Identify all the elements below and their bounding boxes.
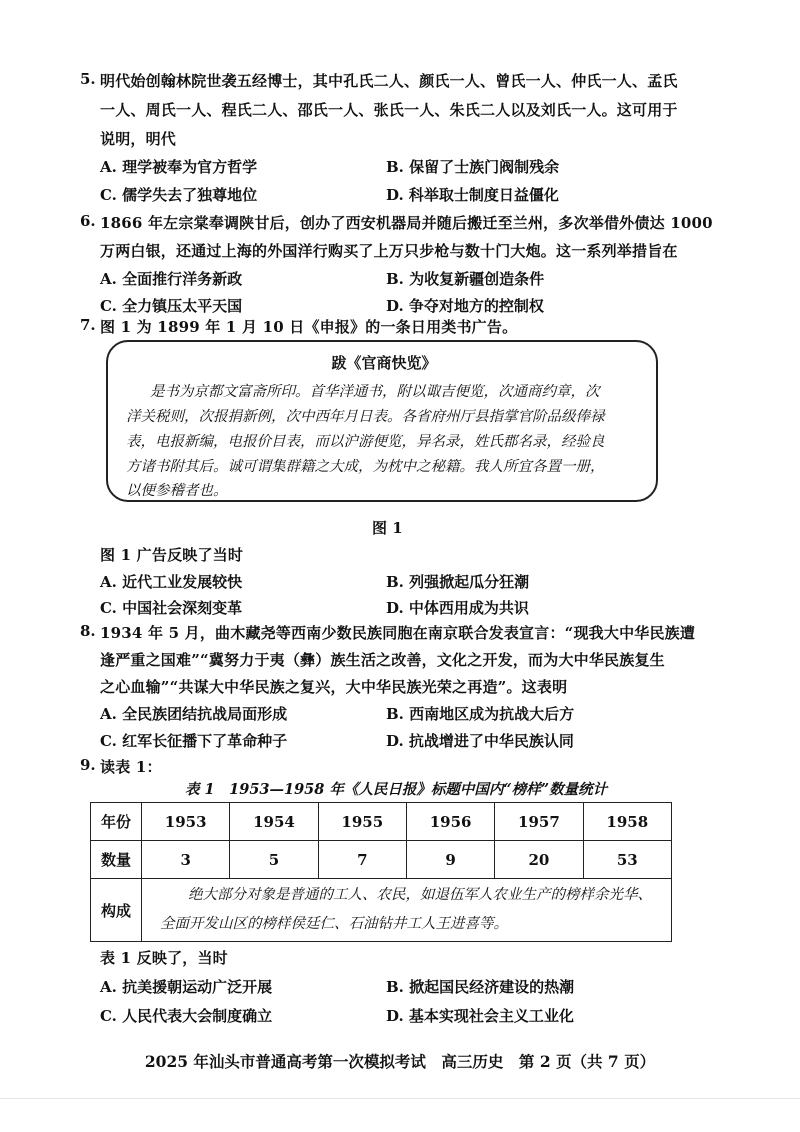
option-a: A. 全民族团结抗战局面形成 xyxy=(100,705,288,723)
advertisement-line: 是书为京都文富斋所印。首华洋通书，附以诹吉便览，次通商约章，次 xyxy=(150,384,600,400)
table-cell-year: 1953 xyxy=(142,803,230,841)
option-d: D. 抗战增进了中华民族认同 xyxy=(386,732,574,750)
option-c: C. 人民代表大会制度确立 xyxy=(100,1007,273,1025)
table-cell-count: 9 xyxy=(406,841,494,879)
option-a: A. 全面推行洋务新政 xyxy=(100,270,243,288)
question-number: 8. xyxy=(80,622,96,640)
option-d: D. 科举取士制度日益僵化 xyxy=(386,186,559,204)
question-text-line: 之心血输”“共谋大中华民族之复兴，大中华民族光荣之再造”。这表明 xyxy=(100,678,568,696)
advertisement-line: 洋关税则，次报捐新例，次中西年月日表。各省府州厅县指掌官阶品级俸禄 xyxy=(126,409,605,425)
composition-line: 全面开发山区的榜样侯廷仁、石油钻井工人王进喜等。 xyxy=(160,916,508,932)
option-c: C. 红军长征播下了革命种子 xyxy=(100,732,288,750)
table-title: 表 1 1953—1958 年《人民日报》标题中国内“榜样”数量统计 xyxy=(185,781,608,798)
footer-divider xyxy=(0,1098,800,1099)
table-cell-count: 7 xyxy=(318,841,406,879)
option-c: C. 儒学失去了独尊地位 xyxy=(100,186,258,204)
option-b: B. 西南地区成为抗战大后方 xyxy=(386,705,575,723)
advertisement-line: 以便参稽者也。 xyxy=(126,483,228,499)
statistics-table xyxy=(90,802,672,942)
page-footer: 2025 年汕头市普通高考第一次模拟考试 高三历史 第 2 页（共 7 页） xyxy=(144,1052,656,1071)
table-row-counts xyxy=(91,841,672,879)
table-header-count: 数量 xyxy=(91,841,142,879)
option-c: C. 中国社会深刻变革 xyxy=(100,599,243,617)
composition-line: 绝大部分对象是普通的工人、农民，如退伍军人农业生产的榜样余光华、 xyxy=(188,887,652,903)
table-cell-composition xyxy=(142,879,672,942)
option-b: B. 掀起国民经济建设的热潮 xyxy=(386,978,575,996)
table-header-composition: 构成 xyxy=(91,879,142,942)
advertisement-box xyxy=(106,340,658,502)
table-header-year: 年份 xyxy=(91,803,142,841)
option-d: D. 中体西用成为共识 xyxy=(386,599,529,617)
table-row-years xyxy=(91,803,672,841)
option-a: A. 近代工业发展较快 xyxy=(100,573,243,591)
table-cell-year: 1954 xyxy=(230,803,318,841)
question-stem: 图 1 广告反映了当时 xyxy=(100,546,244,564)
option-d: D. 基本实现社会主义工业化 xyxy=(386,1007,574,1025)
table-cell-count: 20 xyxy=(495,841,583,879)
question-text-line: 1866 年左宗棠奉调陕甘后，创办了西安机器局并随后搬迁至兰州，多次举借外债达 1000 xyxy=(100,214,713,232)
table-cell-count: 5 xyxy=(230,841,318,879)
table-row-composition xyxy=(91,879,672,942)
table-cell-year: 1956 xyxy=(406,803,494,841)
question-text-line: 万两白银，还通过上海的外国洋行购买了上万只步枪与数十门大炮。这一系列举措旨在 xyxy=(100,242,678,260)
question-text-line: 图 1 为 1899 年 1 月 10 日《申报》的一条日用类书广告。 xyxy=(100,318,518,336)
figure-caption: 图 1 xyxy=(372,519,403,537)
option-b: B. 保留了士族门阀制残余 xyxy=(386,158,560,176)
question-number: 9. xyxy=(80,756,96,774)
question-stem: 表 1 反映了，当时 xyxy=(100,949,228,967)
question-text-line: 1934 年 5 月，曲木藏尧等西南少数民族同胞在南京联合发表宣言：“现我大中华民族遭 xyxy=(100,624,696,642)
advertisement-line: 表，电报新编，电报价目表，而以沪游便览，异名录，姓氏郡名录，经验良 xyxy=(126,434,605,450)
question-text-line: 明代始创翰林院世袭五经博士，其中孔氏二人、颜氏一人、曾氏一人、仲氏一人、孟氏 xyxy=(100,72,678,90)
option-c: C. 全力镇压太平天国 xyxy=(100,297,243,315)
advertisement-line: 方诸书附其后。诚可谓集群籍之大成，为枕中之秘籍。我人所宜各置一册， xyxy=(126,459,605,475)
question-number: 7. xyxy=(80,316,96,334)
table-cell-year: 1955 xyxy=(318,803,406,841)
question-text-line: 读表 1： xyxy=(100,758,162,776)
table-cell-count: 3 xyxy=(142,841,230,879)
question-number: 5. xyxy=(80,70,96,88)
question-text-line: 逢严重之国难”“冀努力于夷（彝）族生活之改善，文化之开发，而为大中华民族复生 xyxy=(100,651,665,669)
option-b: B. 为收复新疆创造条件 xyxy=(386,270,545,288)
table-cell-count: 53 xyxy=(583,841,671,879)
question-number: 6. xyxy=(80,212,96,230)
option-d: D. 争夺对地方的控制权 xyxy=(386,297,544,315)
option-a: A. 抗美援朝运动广泛开展 xyxy=(100,978,273,996)
question-text-line: 说明，明代 xyxy=(100,130,177,148)
table-cell-year: 1958 xyxy=(583,803,671,841)
table-cell-year: 1957 xyxy=(495,803,583,841)
advertisement-title: 跋《官商快览》 xyxy=(331,354,437,372)
question-text-line: 一人、周氏一人、程氏二人、邵氏一人、张氏一人、朱氏二人以及刘氏一人。这可用于 xyxy=(100,101,678,119)
option-a: A. 理学被奉为官方哲学 xyxy=(100,158,258,176)
option-b: B. 列强掀起瓜分狂潮 xyxy=(386,573,530,591)
